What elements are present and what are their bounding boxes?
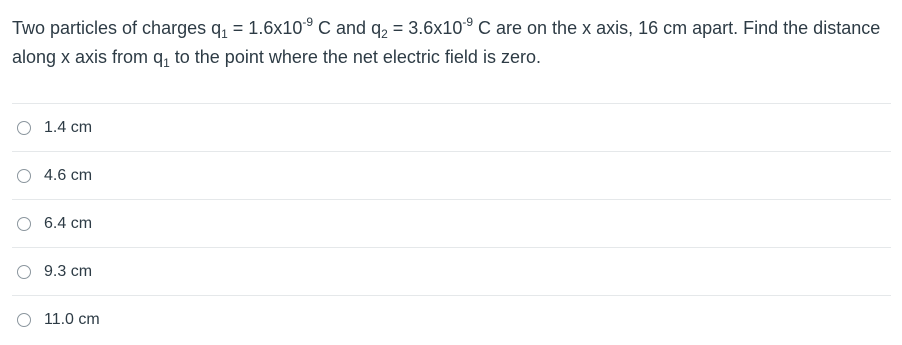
question-intro: Two particles of charges: [12, 18, 212, 38]
question-text: [12, 14, 892, 72]
radio-button[interactable]: [17, 217, 31, 231]
answer-label: 9.3 cm: [44, 262, 93, 280]
q2-value: = 3.6x10: [387, 18, 463, 38]
answer-option-2[interactable]: [12, 151, 891, 199]
radio-button[interactable]: [17, 313, 31, 327]
answer-option-5[interactable]: [12, 295, 891, 343]
q2-symbol: q: [371, 18, 382, 38]
q1-subscript: 1: [221, 27, 228, 41]
q1-value: = 1.6x10: [227, 18, 303, 38]
question-after-q2: C are on the x axis, 16 cm apart. Find the distance along x axis from: [12, 18, 881, 67]
reference-symbol: q: [153, 47, 164, 67]
q1-symbol: q: [211, 18, 222, 38]
q2-exponent: -9: [462, 15, 474, 29]
q1-exponent: -9: [302, 15, 314, 29]
radio-button[interactable]: [17, 265, 31, 279]
q2-subscript: 2: [381, 27, 388, 41]
radio-button[interactable]: [17, 121, 31, 135]
answer-option-1[interactable]: [12, 103, 891, 151]
reference-subscript: 1: [163, 56, 170, 70]
answer-list: [12, 103, 891, 343]
question-mid: C and: [313, 18, 372, 38]
answer-label: 1.4 cm: [44, 118, 93, 136]
answer-option-4[interactable]: [12, 247, 891, 295]
answer-option-3[interactable]: [12, 199, 891, 247]
radio-button[interactable]: [17, 169, 31, 183]
answer-label: 6.4 cm: [44, 214, 93, 232]
answer-label: 11.0 cm: [44, 310, 100, 328]
answer-label: 4.6 cm: [44, 166, 93, 184]
question-end: to the point where the net electric field is zero.: [169, 47, 541, 67]
